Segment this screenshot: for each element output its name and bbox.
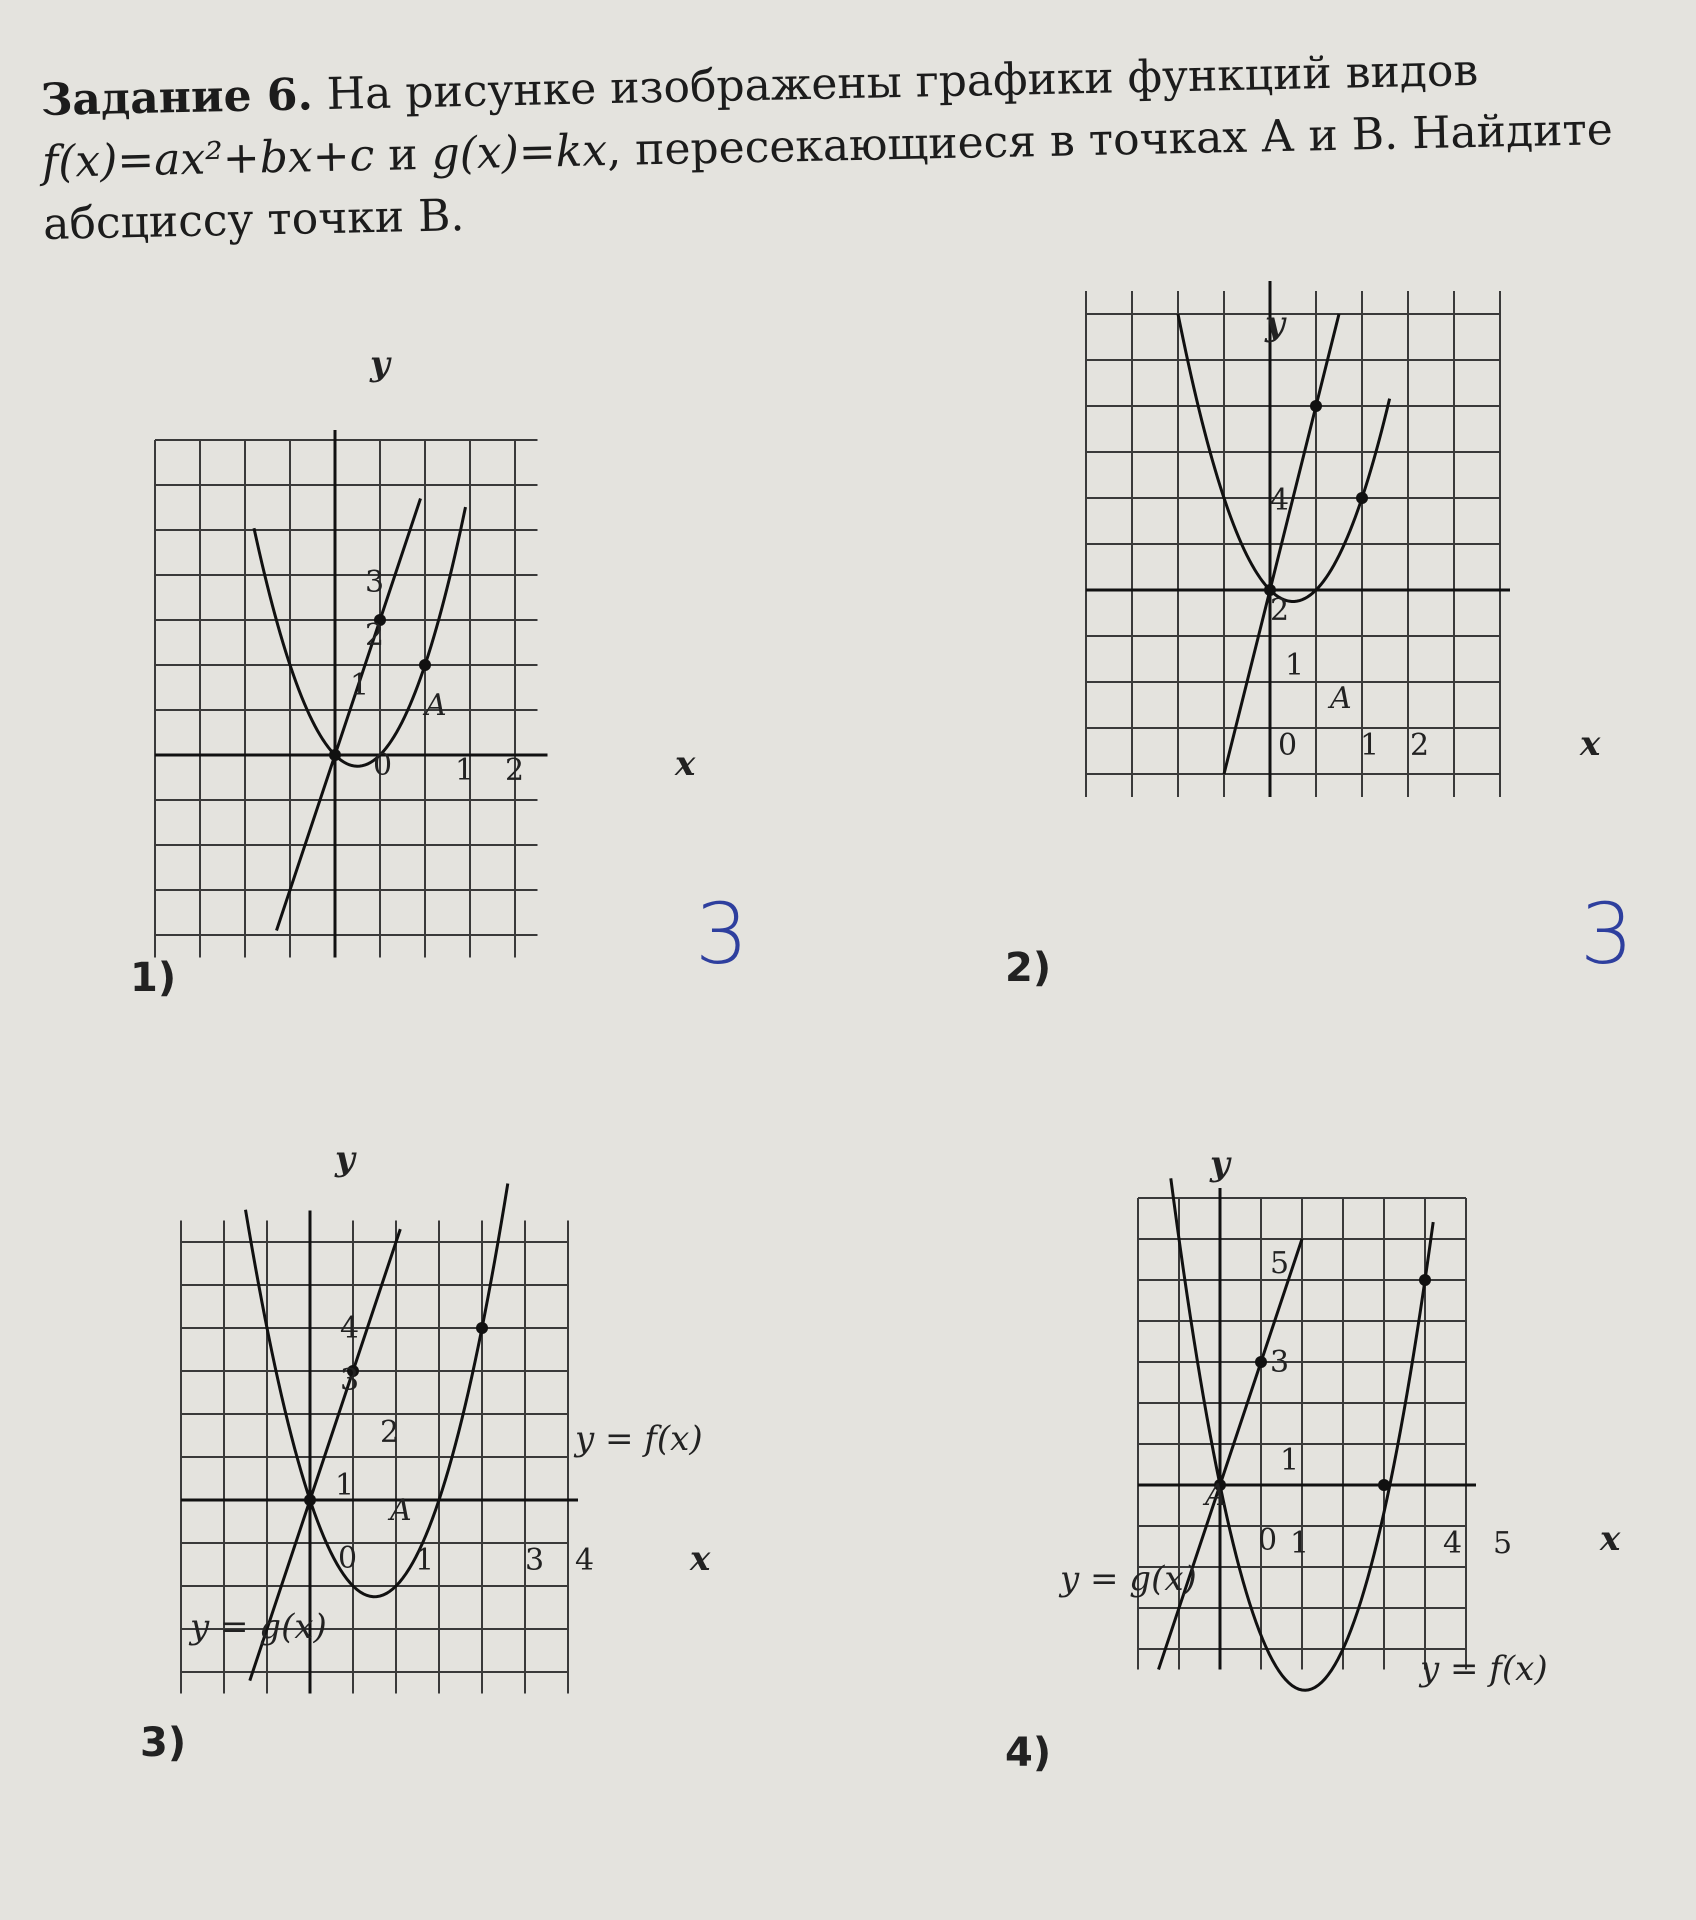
tick-x-5: 5 (1493, 1526, 1513, 1561)
f-function-label: y = f(x) (575, 1419, 703, 1459)
tick-x-3: 3 (525, 1543, 545, 1578)
tick-y-2: 2 (1270, 593, 1290, 628)
tick-y-3: 3 (365, 565, 385, 600)
tick-x-1: 1 (415, 1543, 435, 1578)
intersection-point (476, 1322, 488, 1334)
origin-label: 0 (1258, 1523, 1278, 1558)
problem-statement (40, 36, 1644, 255)
point-a (304, 1494, 316, 1506)
figure-4-graph (1060, 1144, 1640, 1765)
tick-x-2: 2 (1410, 728, 1430, 763)
parabola-f (246, 1184, 508, 1597)
figure-4-number: 4) (1005, 1730, 1052, 1776)
grid (1086, 291, 1500, 797)
y-axis-label: y (1265, 304, 1285, 344)
g-function-label: y = g(x) (1060, 1559, 1197, 1599)
conjunction: и (387, 129, 419, 181)
tick-y-4: 4 (340, 1311, 360, 1346)
point-a-label: A (1330, 681, 1352, 716)
tick-x-4: 4 (575, 1543, 595, 1578)
figure-3-number: 3) (140, 1720, 187, 1766)
problem-text-3: абсциссу точки В. (42, 190, 465, 250)
intersection-point (1419, 1274, 1431, 1286)
intersection-point (419, 659, 431, 671)
problem-text-1: На рисунке изображены графики функций видов (326, 44, 1479, 120)
y-axis-label: y (370, 344, 390, 384)
tick-y-1: 1 (1285, 648, 1305, 683)
figure-2-graph (1060, 304, 1620, 970)
intersection-point (1356, 492, 1368, 504)
problem-text-2: , пересекающиеся в точках А и В. Найдите (606, 104, 1614, 177)
point-a (329, 749, 341, 761)
tick-y-3: 3 (1270, 1345, 1290, 1380)
intersection-point (1378, 1479, 1390, 1491)
figure-1-graph (185, 344, 696, 985)
origin-label: 0 (338, 1541, 358, 1576)
tick-x-1: 1 (455, 753, 475, 788)
x-axis-label: x (1580, 724, 1601, 764)
intersection-point (1255, 1356, 1267, 1368)
tick-y-1: 1 (350, 668, 370, 703)
f-function-label: y = f(x) (1420, 1649, 1548, 1689)
parabola-f (1178, 314, 1390, 601)
grid (155, 440, 538, 958)
tick-y-1: 1 (1280, 1443, 1300, 1478)
g-formula: g(x)=kx (430, 125, 608, 180)
line-g (277, 499, 421, 931)
tick-y-2: 2 (365, 618, 385, 653)
f-formula: f(x)=ax²+bx+c (41, 130, 375, 188)
task-title: Задание 6. (40, 69, 314, 126)
tick-x-1: 1 (1290, 1526, 1310, 1561)
y-axis-label: y (335, 1139, 355, 1179)
x-axis-label: x (1600, 1519, 1621, 1559)
parabola-f (254, 507, 466, 766)
figure-1-number: 1) (130, 955, 177, 1001)
figure-2-number: 2) (1005, 945, 1052, 991)
tick-y-1: 1 (335, 1468, 355, 1503)
tick-y-2: 2 (380, 1415, 400, 1450)
tick-x-2: 2 (505, 753, 525, 788)
tick-y-4: 4 (1270, 483, 1290, 518)
origin-label: 0 (373, 748, 393, 783)
tick-y-5: 5 (1270, 1246, 1290, 1281)
tick-y-3: 3 (340, 1363, 360, 1398)
g-function-label: y = g(x) (190, 1607, 327, 1647)
figure-1-answer: 3 (695, 885, 749, 983)
tick-x-1: 1 (1360, 728, 1380, 763)
point-a-label: A (390, 1493, 412, 1528)
x-axis-label: x (690, 1539, 711, 1579)
x-axis-label: x (675, 744, 696, 784)
point-a-label: A (425, 688, 447, 723)
figure-3-graph (190, 1139, 720, 1775)
points (1214, 1274, 1431, 1491)
point-a-label: A (1205, 1478, 1227, 1513)
figure-2-answer: 3 (1580, 885, 1634, 983)
y-axis-label: y (1210, 1144, 1230, 1184)
origin-label: 0 (1278, 728, 1298, 763)
tick-x-4: 4 (1443, 1526, 1463, 1561)
intersection-point (1310, 400, 1322, 412)
